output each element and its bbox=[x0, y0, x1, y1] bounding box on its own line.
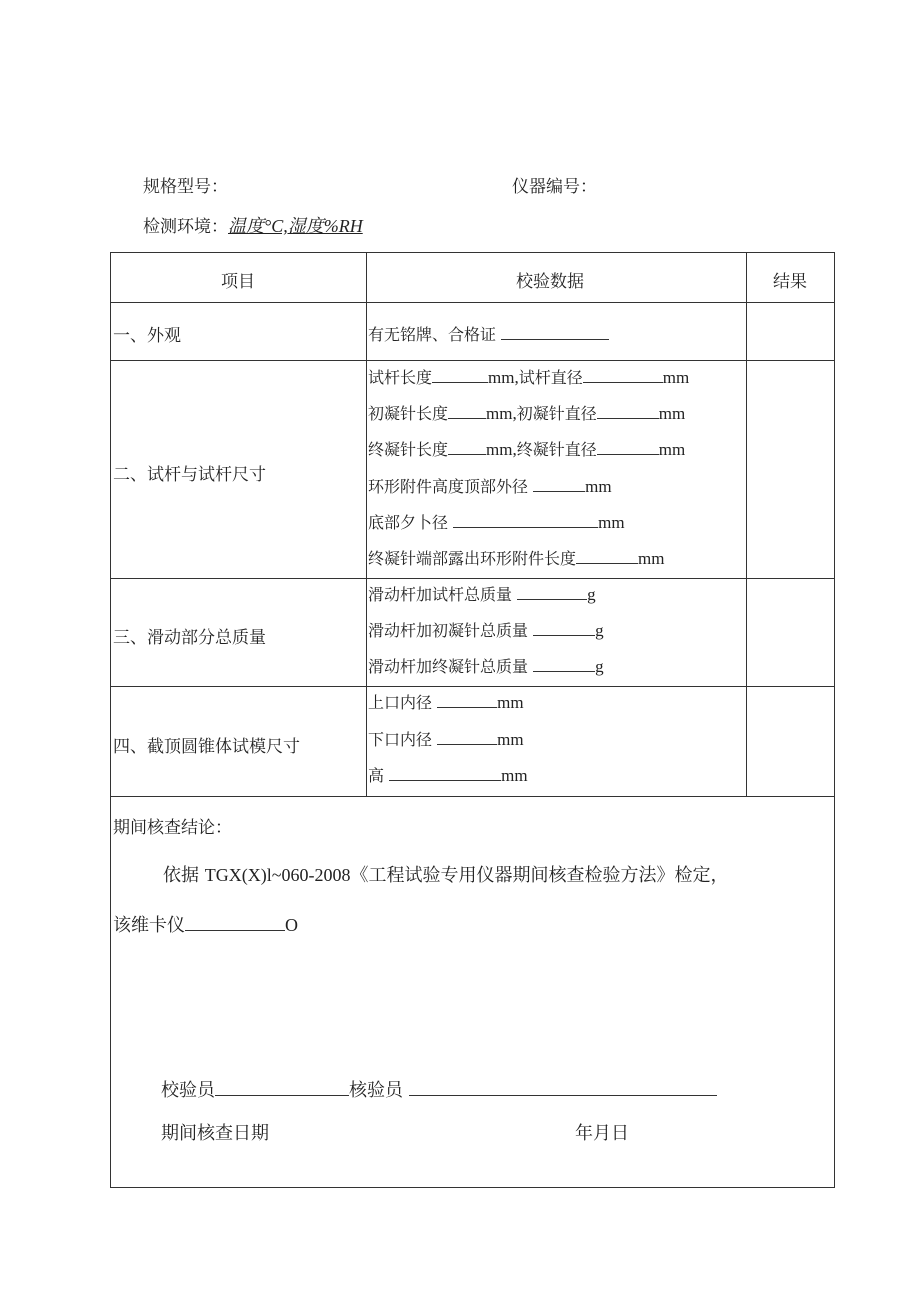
date-value: 年月日 bbox=[575, 1123, 629, 1144]
data-line: 下口内径 mm bbox=[368, 730, 524, 749]
col-divider bbox=[746, 253, 747, 796]
data-line: 有无铭牌、合格证 bbox=[368, 322, 609, 345]
reviewer-label: 核验员 bbox=[349, 1080, 403, 1101]
row-divider bbox=[111, 578, 834, 579]
conclusion-basis: 依据 TGX(X)l~060-2008《工程试验专用仪器期间核查检验方法》检定， bbox=[163, 865, 729, 886]
date-label: 期间核查日期 bbox=[161, 1123, 269, 1144]
conclusion-label: 期间核查结论： bbox=[113, 818, 232, 838]
row-divider bbox=[111, 796, 834, 797]
data-line: 底部夕卜径 mm bbox=[368, 513, 625, 532]
data-line: 滑动杆加试杆总质量 g bbox=[368, 585, 596, 604]
col-divider bbox=[366, 253, 367, 796]
section-title-cone-mold: 四、截顶圆锥体试模尺寸 bbox=[113, 737, 300, 757]
data-line: 终凝针长度 mm,终凝针直径 mm bbox=[368, 440, 686, 459]
data-line: 环形附件高度顶部外径 mm bbox=[368, 477, 612, 496]
inspection-table bbox=[110, 252, 835, 1188]
signature-row bbox=[161, 1076, 717, 1102]
env-value: 温度°C,湿度%RH bbox=[228, 216, 363, 236]
data-line: 终凝针端部露出环形附件长度 mm bbox=[368, 549, 665, 568]
header-data: 校验数据 bbox=[516, 272, 584, 292]
section-title-appearance: 一、外观 bbox=[113, 326, 181, 346]
instrument-no-label: 仪器编号： bbox=[512, 177, 597, 197]
section-title-rod-size: 二、试杆与试杆尺寸 bbox=[113, 465, 266, 485]
data-line: 试杆长度 mm,试杆直径 mm bbox=[368, 368, 690, 387]
conclusion-verdict: 该维卡仪 O bbox=[113, 915, 298, 936]
env-label: 检测环境： bbox=[143, 217, 228, 237]
row-divider bbox=[111, 302, 834, 303]
data-line: 初凝针长度 mm,初凝针直径 mm bbox=[368, 404, 686, 423]
data-line: 高 mm bbox=[368, 766, 528, 785]
header-result: 结果 bbox=[773, 272, 807, 292]
section-title-sliding-mass: 三、滑动部分总质量 bbox=[113, 628, 266, 648]
header-item: 项目 bbox=[221, 272, 255, 292]
checker-label: 校验员 bbox=[161, 1080, 215, 1101]
row-divider bbox=[111, 686, 834, 687]
data-line: 上口内径 mm bbox=[368, 693, 524, 712]
spec-model-label: 规格型号： bbox=[143, 177, 228, 197]
env-row bbox=[143, 212, 363, 238]
data-line: 滑动杆加终凝针总质量 g bbox=[368, 657, 604, 676]
data-line: 滑动杆加初凝针总质量 g bbox=[368, 621, 604, 640]
row-divider bbox=[111, 360, 834, 361]
